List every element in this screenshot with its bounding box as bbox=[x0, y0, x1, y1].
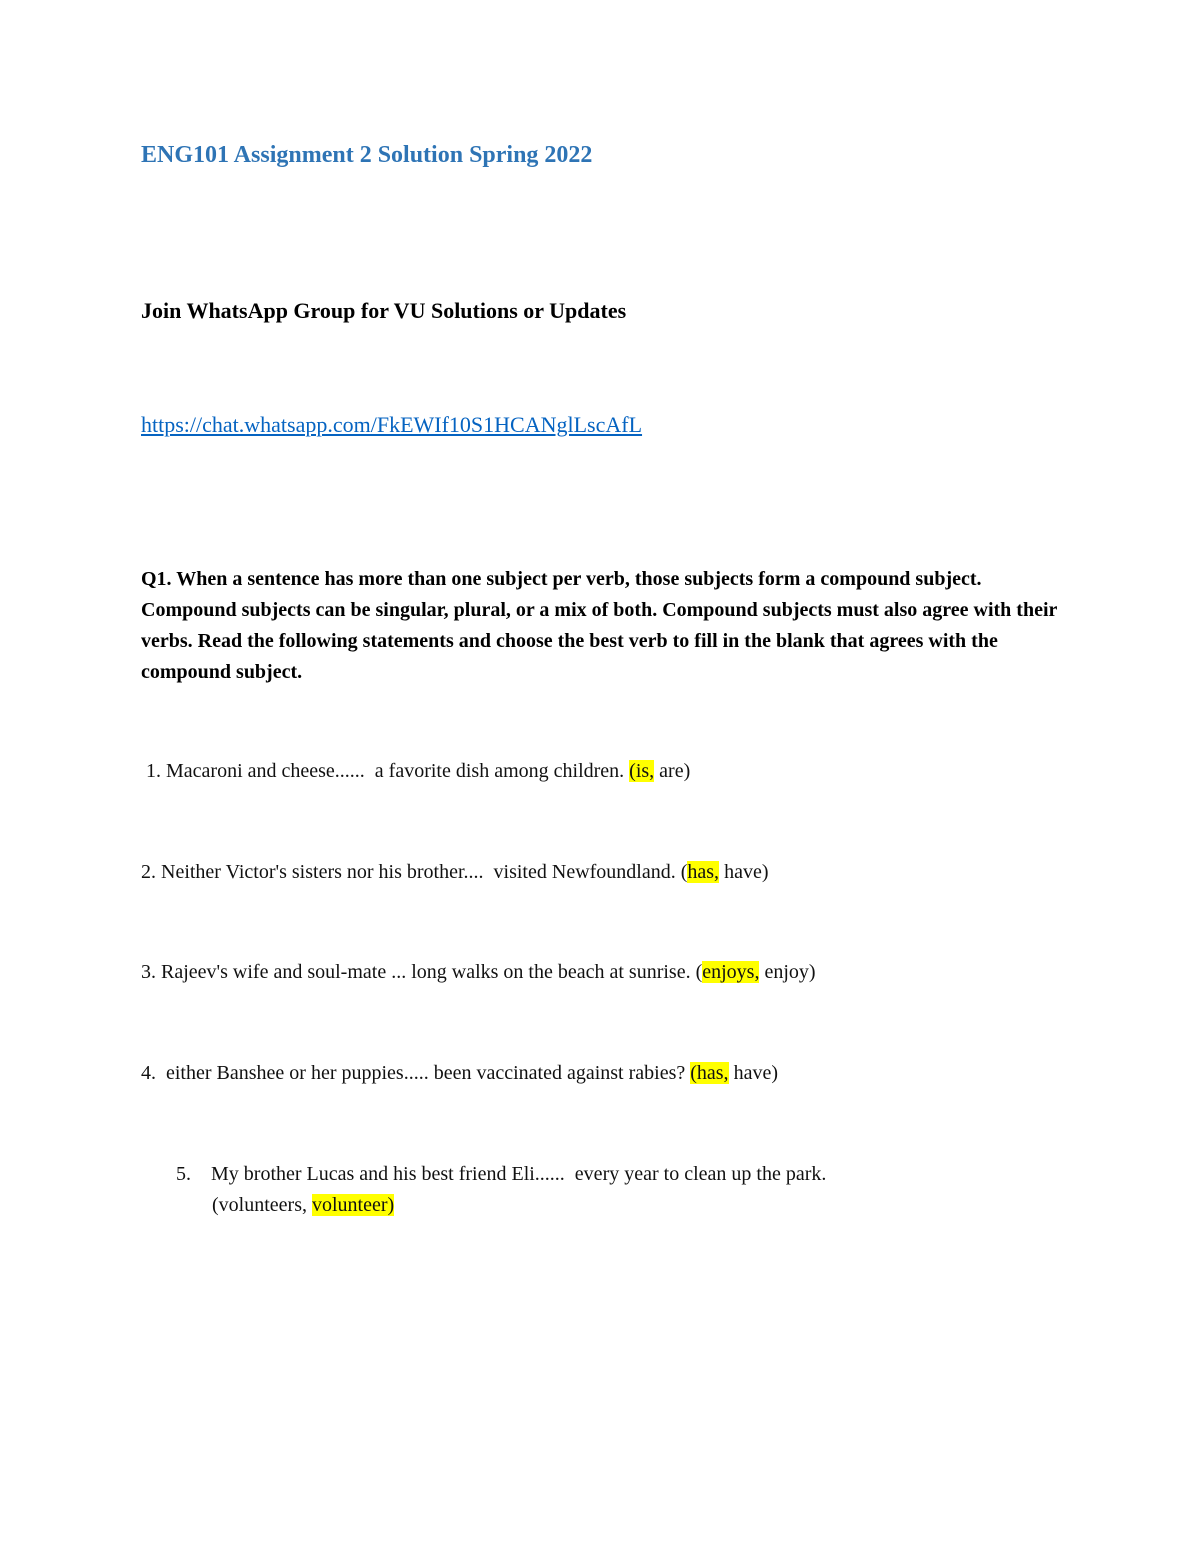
answer-item-2-text: 2. Neither Victor's sisters nor his brother.... visited Newfoundland. ( bbox=[141, 861, 688, 883]
answer-item-1-option: are) bbox=[654, 760, 691, 782]
answer-item-5-text: 5. My brother Lucas and his best friend Eli...... every year to clean up the park. bbox=[176, 1163, 827, 1185]
answer-item-2-highlight: has, bbox=[687, 861, 720, 883]
whatsapp-group-heading: Join WhatsApp Group for VU Solutions or Updates bbox=[141, 298, 627, 323]
answer-item-1-text: 1. Macaroni and cheese...... a favorite dish among children. bbox=[141, 760, 630, 782]
answer-item-3-option: enjoy) bbox=[759, 961, 816, 983]
answer-item-5-option: (volunteers, bbox=[212, 1194, 312, 1216]
answer-item-4-highlight: (has, bbox=[690, 1062, 729, 1084]
answer-item-1-highlight: (is, bbox=[629, 760, 655, 782]
answer-item-4-text: 4. either Banshee or her puppies..... been vaccinated against rabies? bbox=[141, 1062, 691, 1084]
answer-item-3-text: 3. Rajeev's wife and soul-mate ... long walks on the beach at sunrise. ( bbox=[141, 961, 703, 983]
answer-item-3 bbox=[141, 961, 816, 984]
answer-item-2-option: have) bbox=[719, 861, 769, 883]
answer-item-5-highlight: volunteer) bbox=[311, 1194, 395, 1216]
answer-item-5-options bbox=[212, 1194, 394, 1217]
document-title: ENG101 Assignment 2 Solution Spring 2022 bbox=[141, 142, 593, 168]
whatsapp-group-link[interactable]: https://chat.whatsapp.com/FkEWIf10S1HCANglLscAfL bbox=[141, 412, 643, 437]
answer-item-2 bbox=[141, 861, 768, 884]
answer-item-4 bbox=[141, 1062, 778, 1085]
answer-item-5 bbox=[176, 1163, 826, 1186]
answer-item-1 bbox=[141, 760, 690, 783]
question-1-text: Q1. When a sentence has more than one subject per verb, those subjects form a compound subject. Compound subjects can be singular, plural, or a mix of both. Compound subjects must also agree with their verbs. Read the following statements and choose the best verb to fill in the blank that agrees with the compound subject. bbox=[141, 568, 1058, 683]
answer-item-3-highlight: enjoys, bbox=[702, 961, 760, 983]
answer-item-4-option: have) bbox=[728, 1062, 778, 1084]
